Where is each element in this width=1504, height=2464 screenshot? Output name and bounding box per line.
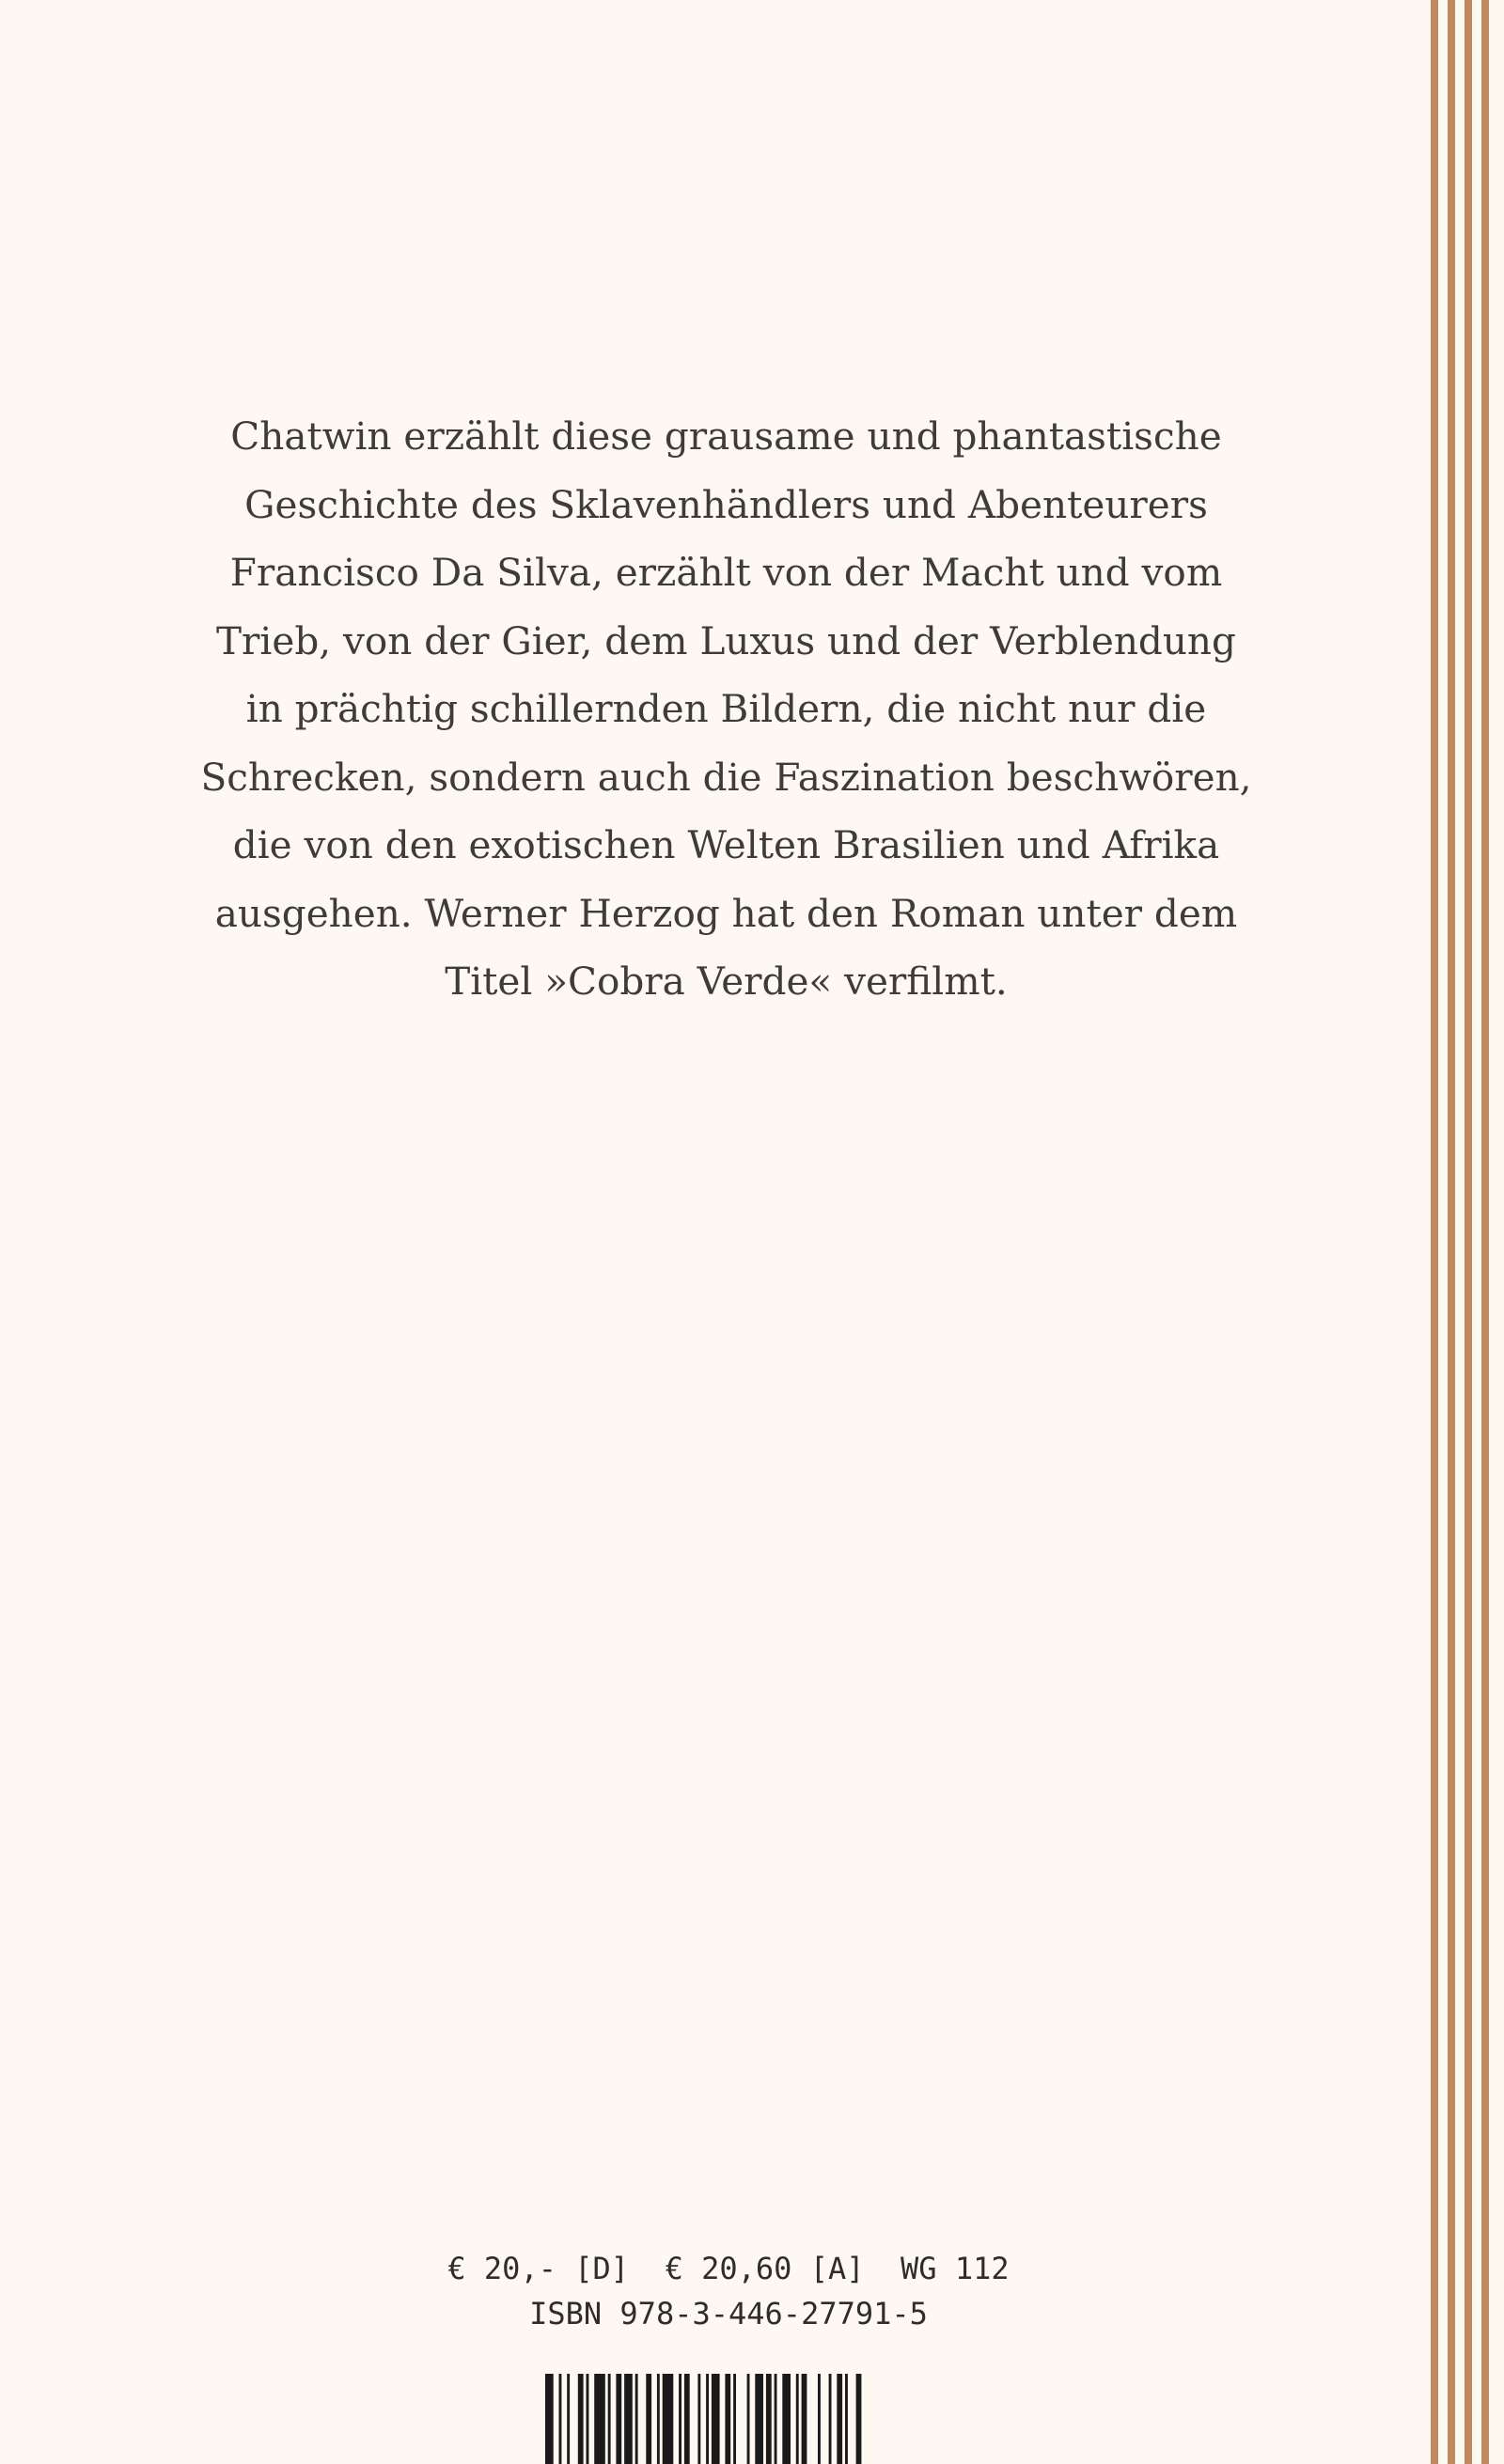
barcode-bar bbox=[755, 2374, 763, 2464]
barcode-bar bbox=[663, 2374, 674, 2464]
blurb-line: die von den exotischen Welten Brasilien und Afrika bbox=[232, 822, 1220, 867]
barcode-bar bbox=[796, 2374, 799, 2464]
stripe-4 bbox=[1481, 0, 1489, 2464]
barcode-bar bbox=[594, 2374, 605, 2464]
barcode-bar bbox=[624, 2374, 633, 2464]
decorative-stripes bbox=[1429, 0, 1504, 2464]
blurb-line: ausgehen. Werner Herzog hat den Roman unter dem bbox=[214, 890, 1238, 936]
blurb-line: Titel »Cobra Verde« verfilmt. bbox=[445, 959, 1008, 1004]
barcode-bar bbox=[635, 2374, 638, 2464]
barcode-bar bbox=[706, 2374, 709, 2464]
barcode-bar bbox=[818, 2374, 821, 2464]
barcode-bar bbox=[845, 2374, 848, 2464]
barcode-bar bbox=[725, 2374, 730, 2464]
blurb-line: Chatwin erzählt diese grausame und phantastische bbox=[230, 413, 1222, 459]
blurb-line: Geschichte des Sklavenhändlers und Abenteurers bbox=[244, 481, 1208, 527]
price-info: € 20,- [D] € 20,60 [A] WG 112 bbox=[447, 2251, 1010, 2286]
barcode-bar bbox=[775, 2374, 777, 2464]
barcode-bar bbox=[545, 2374, 554, 2464]
barcode-bar bbox=[766, 2374, 772, 2464]
barcode-bar bbox=[616, 2374, 621, 2464]
barcode-bar bbox=[712, 2374, 720, 2464]
blurb-line: in prächtig schillernden Bildern, die nicht nur die bbox=[245, 686, 1207, 731]
barcode-bar bbox=[587, 2374, 589, 2464]
barcode-bar bbox=[747, 2374, 750, 2464]
barcode-bar bbox=[697, 2374, 700, 2464]
barcode-bar bbox=[829, 2374, 832, 2464]
barcode-icon bbox=[545, 2374, 959, 2464]
barcode-bar bbox=[646, 2374, 651, 2464]
barcode-bar bbox=[802, 2374, 807, 2464]
barcode-bar bbox=[733, 2374, 736, 2464]
blurb-text bbox=[179, 402, 1274, 1016]
barcode-bar bbox=[856, 2374, 862, 2464]
barcode-bar bbox=[567, 2374, 570, 2464]
barcode-bar bbox=[608, 2374, 611, 2464]
isbn-number: ISBN 978-3-446-27791-5 bbox=[529, 2296, 928, 2331]
barcode-bar bbox=[559, 2374, 562, 2464]
barcode-graphic bbox=[545, 2374, 959, 2464]
barcode-bar bbox=[679, 2374, 682, 2464]
barcode-bar bbox=[837, 2374, 842, 2464]
barcode-bar bbox=[684, 2374, 690, 2464]
barcode-bar bbox=[657, 2374, 660, 2464]
barcode-bar bbox=[782, 2374, 791, 2464]
blurb-line: Schrecken, sondern auch die Faszination beschwören, bbox=[200, 754, 1252, 800]
blurb-line: Trieb, von der Gier, dem Luxus und der Verblendung bbox=[216, 617, 1236, 663]
blurb-line: Francisco Da Silva, erzählt von der Macht und vom bbox=[229, 550, 1223, 595]
stripe-2 bbox=[1448, 0, 1455, 2464]
stripe-3 bbox=[1465, 0, 1472, 2464]
stripe-1 bbox=[1431, 0, 1438, 2464]
barcode-bar bbox=[578, 2374, 584, 2464]
